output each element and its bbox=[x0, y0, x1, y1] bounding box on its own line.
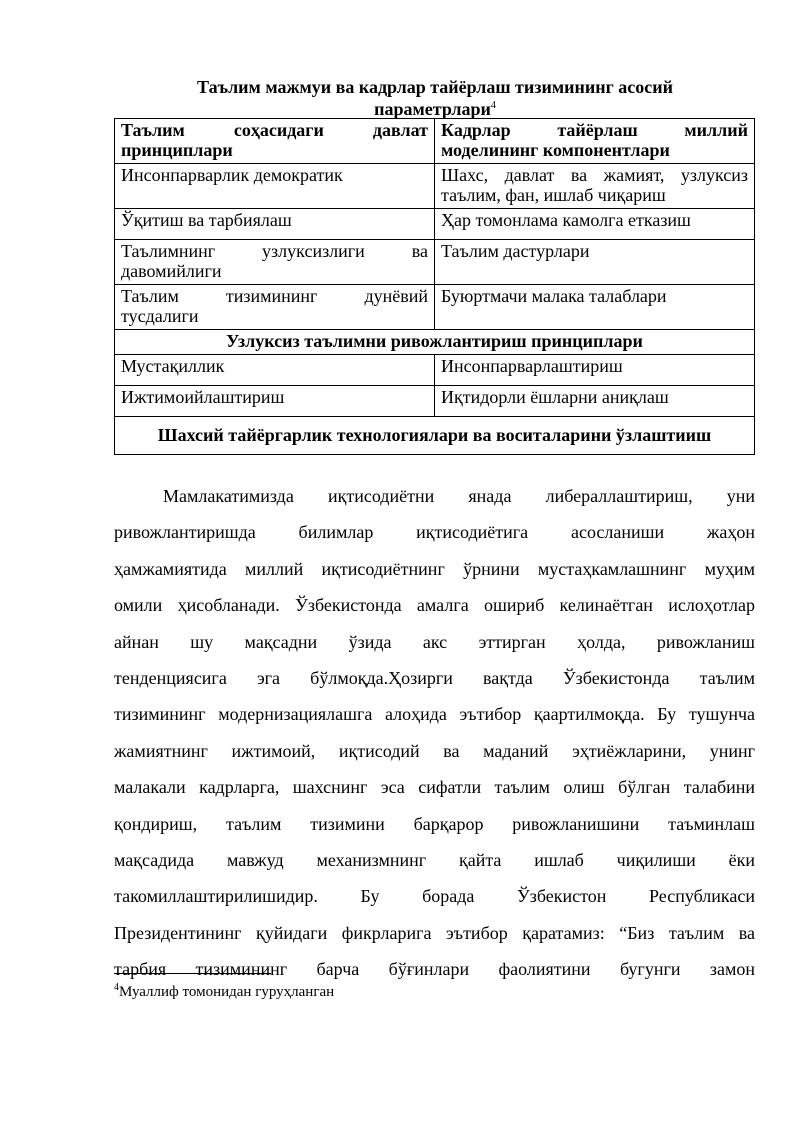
table-title-line1: Таълим мажмуи ва кадрлар тайёрлаш тизимининг асосий bbox=[197, 77, 673, 97]
table-cell: Ҳар томонлама камолга етказиш bbox=[435, 209, 755, 240]
table-cell: Таълим дастурлари bbox=[435, 240, 755, 285]
section-heading: Узлуксиз таълимни ривожлантириш принциплари bbox=[115, 330, 755, 355]
table-cell: Инсонпарварлик демократик bbox=[115, 164, 435, 209]
paragraph-line: жамиятнинг ижтимоий, иқтисодий ва маданий эҳтиёжларини, унинг bbox=[114, 740, 755, 761]
paragraph-line: ривожлантиришда билимлар иқтисодиётига асосланиши жаҳон bbox=[114, 522, 755, 543]
table-cell: Иқтидорли ёшларни аниқлаш bbox=[435, 386, 755, 417]
parameters-table bbox=[114, 118, 755, 455]
body-paragraph bbox=[114, 478, 755, 988]
table-row bbox=[115, 386, 755, 417]
table-cell: Ўқитиш ва тарбиялаш bbox=[115, 209, 435, 240]
table-cell: Таълимнинг узлуксизлиги ва давомийлиги bbox=[115, 240, 435, 285]
table-row bbox=[115, 355, 755, 386]
paragraph-line: қондириш, таълим тизимини барқарор ривожланишини таъминлаш bbox=[114, 813, 755, 834]
paragraph-line: мақсадида мавжуд механизмнинг қайта ишлаб чиқилиши ёки bbox=[114, 850, 755, 871]
paragraph-line: малакали кадрларга, шахснинг эса сифатли таълим олиш бўлган талабини bbox=[114, 777, 755, 798]
header-cell-principles: Таълим соҳасидаги давлат принциплари bbox=[115, 119, 435, 164]
footnote bbox=[114, 982, 334, 1002]
paragraph-line: Президентининг қуйидаги фикрларига эътибор қаратамиз: “Биз таълим ва bbox=[114, 922, 755, 943]
footer-heading-row bbox=[115, 417, 755, 455]
footnote-separator bbox=[114, 973, 271, 974]
paragraph-line: тенденциясига эга бўлмоқда.Ҳозирги вақтда Ўзбекистонда таълим bbox=[114, 668, 755, 689]
paragraph-line: тизимининг модернизациялашга алоҳида эътибор қаартилмоқда. Бу тушунча bbox=[114, 704, 755, 725]
table-cell: Таълим тизимининг дунёвий тусдалиги bbox=[115, 285, 435, 330]
table-row bbox=[115, 240, 755, 285]
table-cell: Буюртмачи малака талаблари bbox=[435, 285, 755, 330]
table-row bbox=[115, 164, 755, 209]
table-cell: Шахс, давлат ва жамият, узлуксиз таълим, фан, ишлаб чиқариш bbox=[435, 164, 755, 209]
table-header-row bbox=[115, 119, 755, 164]
paragraph-line: Мамлакатимизда иқтисодиётни янада либераллаштириш, уни bbox=[163, 486, 755, 506]
header-cell-components: Кадрлар тайёрлаш миллий моделининг компонентлари bbox=[435, 119, 755, 164]
table-cell: Инсонпарварлаштириш bbox=[435, 355, 755, 386]
table-title bbox=[115, 76, 755, 120]
paragraph-line: такомиллаштирилишидир. Бу борада Ўзбекистон Республикаси bbox=[114, 886, 755, 907]
table-row bbox=[115, 209, 755, 240]
footnote-text: Муаллиф томонидан гуруҳланган bbox=[119, 984, 335, 1000]
table-cell: Ижтимоийлаштириш bbox=[115, 386, 435, 417]
paragraph-line: тарбия тизимининг барча бўғинлари фаолиятини бугунги замон bbox=[114, 959, 755, 980]
table-cell: Мустақиллик bbox=[115, 355, 435, 386]
section-heading-row bbox=[115, 330, 755, 355]
paragraph-line: омили ҳисобланади. Ўзбекистонда амалга ошириб келинаётган ислоҳотлар bbox=[114, 595, 755, 616]
paragraph-line: ҳамжамиятида миллий иқтисодиётнинг ўрнини мустаҳкамлашнинг муҳим bbox=[114, 558, 755, 579]
footer-heading: Шахсий тайёргарлик технологиялари ва воситаларини ўзлаштииш bbox=[115, 417, 755, 455]
table-row bbox=[115, 285, 755, 330]
footnote-reference[interactable]: 4 bbox=[490, 100, 496, 111]
table-title-line2: параметрлари bbox=[374, 99, 491, 119]
footnote-number: 4 bbox=[114, 982, 119, 993]
paragraph-line: айнан шу мақсадни ўзида акс эттирган ҳолда, ривожланиш bbox=[114, 631, 755, 652]
